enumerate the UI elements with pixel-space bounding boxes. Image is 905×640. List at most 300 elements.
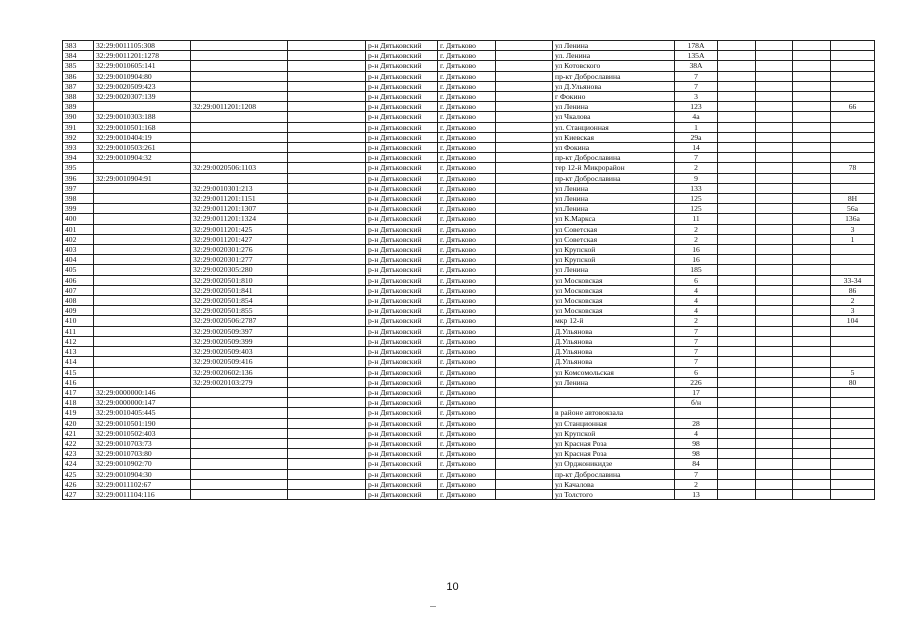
cell-structure [756, 122, 793, 132]
cell-cadastral-number-premises [191, 81, 288, 91]
cell-liter [793, 224, 831, 234]
cell-settlement [496, 102, 553, 112]
table-row [63, 102, 875, 112]
cell-flat-number: 78 [831, 163, 875, 173]
cell-structure [756, 102, 793, 112]
cell-street: ул Ленина [553, 194, 675, 204]
cell-cadastral-number-premises: 32:29:0020501:854 [191, 296, 288, 306]
cell-liter [793, 438, 831, 448]
table-row [63, 265, 875, 275]
cell-building [718, 112, 756, 122]
cell-cadastral-number-building [94, 255, 191, 265]
cell-settlement [496, 489, 553, 499]
cell-building [718, 296, 756, 306]
cell-object-type [288, 469, 366, 479]
cell-structure [756, 41, 793, 51]
cell-cadastral-number-premises [191, 428, 288, 438]
cell-row-number: 394 [63, 153, 94, 163]
cell-building [718, 489, 756, 499]
cell-street: ул Советская [553, 234, 675, 244]
cell-object-type [288, 398, 366, 408]
cell-object-type [288, 41, 366, 51]
cell-street: мкр 12-й [553, 316, 675, 326]
cell-settlement [496, 306, 553, 316]
cell-city: г. Дятьково [438, 112, 496, 122]
cell-row-number: 396 [63, 173, 94, 183]
cell-flat-number [831, 153, 875, 163]
cell-object-type [288, 122, 366, 132]
cell-cadastral-number-building [94, 357, 191, 367]
cell-object-type [288, 102, 366, 112]
cell-district: р-н Дятьковский [366, 438, 438, 448]
cell-cadastral-number-premises: 32:29:0010301:213 [191, 183, 288, 193]
cell-settlement [496, 347, 553, 357]
cell-flat-number [831, 132, 875, 142]
cell-house-number: 7 [675, 153, 718, 163]
cell-street: ул. Ленина [553, 51, 675, 61]
cell-building [718, 387, 756, 397]
cell-street: пр-кт Доброславина [553, 153, 675, 163]
cell-cadastral-number-premises [191, 469, 288, 479]
cell-flat-number [831, 265, 875, 275]
cell-structure [756, 489, 793, 499]
cell-structure [756, 61, 793, 71]
cell-liter [793, 316, 831, 326]
table-row [63, 275, 875, 285]
cell-street: ул Советская [553, 224, 675, 234]
cell-district: р-н Дятьковский [366, 173, 438, 183]
cell-cadastral-number-building: 32:29:0010904:32 [94, 153, 191, 163]
cell-cadastral-number-premises [191, 173, 288, 183]
cell-cadastral-number-premises: 32:29:0020103:279 [191, 377, 288, 387]
cell-flat-number [831, 41, 875, 51]
cell-object-type [288, 489, 366, 499]
cell-cadastral-number-premises: 32:29:0020509:403 [191, 347, 288, 357]
cell-structure [756, 326, 793, 336]
cell-house-number: 123 [675, 102, 718, 112]
cell-structure [756, 214, 793, 224]
cell-house-number: 4 [675, 428, 718, 438]
cell-cadastral-number-building [94, 306, 191, 316]
cell-flat-number [831, 459, 875, 469]
table-row [63, 61, 875, 71]
cell-flat-number [831, 112, 875, 122]
cell-building [718, 102, 756, 112]
table-row [63, 316, 875, 326]
cell-liter [793, 194, 831, 204]
cell-flat-number [831, 469, 875, 479]
cell-street: ул Крупской [553, 255, 675, 265]
cell-settlement [496, 408, 553, 418]
cell-building [718, 122, 756, 132]
cell-city: г. Дятьково [438, 489, 496, 499]
cell-cadastral-number-building: 32:29:0011201:1278 [94, 51, 191, 61]
cell-cadastral-number-building: 32:29:0010404:19 [94, 132, 191, 142]
cell-building [718, 398, 756, 408]
cell-row-number: 412 [63, 336, 94, 346]
cell-city: г. Дятьково [438, 214, 496, 224]
cell-settlement [496, 153, 553, 163]
cell-row-number: 397 [63, 183, 94, 193]
cell-object-type [288, 285, 366, 295]
cell-house-number: 2 [675, 316, 718, 326]
cell-flat-number: 8Н [831, 194, 875, 204]
cell-cadastral-number-building: 32:29:0010904:80 [94, 71, 191, 81]
cell-city: г. Дятьково [438, 183, 496, 193]
cell-building [718, 347, 756, 357]
table-row [63, 347, 875, 357]
cell-house-number: 7 [675, 357, 718, 367]
cell-building [718, 245, 756, 255]
cell-street: ул Толстого [553, 489, 675, 499]
cell-building [718, 153, 756, 163]
cell-liter [793, 449, 831, 459]
cell-city: г. Дятьково [438, 347, 496, 357]
cell-cadastral-number-premises [191, 479, 288, 489]
cell-cadastral-number-building [94, 367, 191, 377]
cell-building [718, 316, 756, 326]
cell-house-number: 7 [675, 326, 718, 336]
cell-structure [756, 81, 793, 91]
cell-cadastral-number-premises: 32:29:0020301:276 [191, 245, 288, 255]
cell-row-number: 410 [63, 316, 94, 326]
cell-settlement [496, 122, 553, 132]
cell-city: г. Дятьково [438, 357, 496, 367]
cell-flat-number: 5 [831, 367, 875, 377]
cell-structure [756, 367, 793, 377]
cell-liter [793, 418, 831, 428]
cell-flat-number [831, 357, 875, 367]
cell-city: г. Дятьково [438, 245, 496, 255]
cell-building [718, 255, 756, 265]
cell-house-number: б/н [675, 398, 718, 408]
cell-row-number: 416 [63, 377, 94, 387]
cell-house-number: 14 [675, 143, 718, 153]
cell-cadastral-number-premises [191, 61, 288, 71]
cell-house-number: 4 [675, 285, 718, 295]
table-row [63, 408, 875, 418]
cell-city: г. Дятьково [438, 336, 496, 346]
cell-building [718, 459, 756, 469]
cell-liter [793, 153, 831, 163]
cell-house-number: 178А [675, 41, 718, 51]
cell-cadastral-number-building [94, 377, 191, 387]
cell-city: г. Дятьково [438, 265, 496, 275]
cell-liter [793, 81, 831, 91]
cell-flat-number [831, 418, 875, 428]
cell-cadastral-number-building: 32:29:0010904:30 [94, 469, 191, 479]
cell-street: ул Комсомольская [553, 367, 675, 377]
cell-settlement [496, 449, 553, 459]
table-row [63, 357, 875, 367]
cell-object-type [288, 224, 366, 234]
cell-liter [793, 51, 831, 61]
table-row [63, 112, 875, 122]
cell-street: ул Ленина [553, 183, 675, 193]
cell-row-number: 415 [63, 367, 94, 377]
cell-row-number: 383 [63, 41, 94, 51]
cell-flat-number [831, 398, 875, 408]
cell-house-number: 2 [675, 234, 718, 244]
cell-flat-number: 86 [831, 285, 875, 295]
cell-liter [793, 326, 831, 336]
table-row [63, 234, 875, 244]
cell-building [718, 214, 756, 224]
cell-cadastral-number-building [94, 204, 191, 214]
cell-cadastral-number-premises [191, 459, 288, 469]
cell-row-number: 413 [63, 347, 94, 357]
cell-district: р-н Дятьковский [366, 112, 438, 122]
cell-structure [756, 428, 793, 438]
cell-object-type [288, 173, 366, 183]
table-row [63, 132, 875, 142]
table-row [63, 469, 875, 479]
cell-building [718, 234, 756, 244]
cell-object-type [288, 357, 366, 367]
cell-cadastral-number-premises: 32:29:0020509:397 [191, 326, 288, 336]
cell-cadastral-number-building: 32:29:0010904:91 [94, 173, 191, 183]
cell-district: р-н Дятьковский [366, 204, 438, 214]
cell-cadastral-number-premises: 32:29:0011201:1324 [191, 214, 288, 224]
cell-street: г Фокино [553, 92, 675, 102]
cell-cadastral-number-building: 32:29:0000000:147 [94, 398, 191, 408]
cell-liter [793, 112, 831, 122]
cell-city: г. Дятьково [438, 285, 496, 295]
cell-structure [756, 132, 793, 142]
cell-settlement [496, 367, 553, 377]
cell-cadastral-number-building [94, 224, 191, 234]
cell-settlement [496, 204, 553, 214]
cell-structure [756, 163, 793, 173]
cell-district: р-н Дятьковский [366, 275, 438, 285]
cell-cadastral-number-building: 32:29:0010902:70 [94, 459, 191, 469]
cell-cadastral-number-building: 32:29:0010503:261 [94, 143, 191, 153]
cell-house-number: 84 [675, 459, 718, 469]
cell-house-number: 185 [675, 265, 718, 275]
cell-cadastral-number-premises [191, 51, 288, 61]
table-row [63, 326, 875, 336]
cell-flat-number [831, 51, 875, 61]
cell-liter [793, 245, 831, 255]
cell-row-number: 395 [63, 163, 94, 173]
cell-cadastral-number-building: 32:29:0020307:139 [94, 92, 191, 102]
cell-structure [756, 296, 793, 306]
cell-street: ул. Станционная [553, 122, 675, 132]
cell-flat-number [831, 438, 875, 448]
cell-cadastral-number-premises: 32:29:0011201:1208 [191, 102, 288, 112]
cell-building [718, 183, 756, 193]
cell-object-type [288, 408, 366, 418]
cell-district: р-н Дятьковский [366, 51, 438, 61]
cell-city: г. Дятьково [438, 449, 496, 459]
cell-liter [793, 122, 831, 132]
cell-city: г. Дятьково [438, 132, 496, 142]
cell-liter [793, 479, 831, 489]
cell-structure [756, 347, 793, 357]
cell-structure [756, 479, 793, 489]
cell-cadastral-number-premises [191, 489, 288, 499]
cell-district: р-н Дятьковский [366, 387, 438, 397]
cell-flat-number: 3 [831, 306, 875, 316]
cell-flat-number: 33-34 [831, 275, 875, 285]
cell-row-number: 386 [63, 71, 94, 81]
cell-flat-number [831, 71, 875, 81]
table-row [63, 296, 875, 306]
cell-object-type [288, 387, 366, 397]
cell-house-number: 2 [675, 163, 718, 173]
cell-row-number: 391 [63, 122, 94, 132]
cell-district: р-н Дятьковский [366, 469, 438, 479]
cell-cadastral-number-premises: 32:29:0020501:810 [191, 275, 288, 285]
cell-building [718, 377, 756, 387]
cell-cadastral-number-premises: 32:29:0011201:427 [191, 234, 288, 244]
cell-settlement [496, 41, 553, 51]
cell-row-number: 424 [63, 459, 94, 469]
cell-cadastral-number-premises: 32:29:0020501:841 [191, 285, 288, 295]
cell-cadastral-number-building: 32:29:0010703:73 [94, 438, 191, 448]
cell-liter [793, 336, 831, 346]
cell-object-type [288, 234, 366, 244]
table-row [63, 51, 875, 61]
cell-city: г. Дятьково [438, 367, 496, 377]
cell-street: Д.Ульянова [553, 326, 675, 336]
cell-row-number: 422 [63, 438, 94, 448]
cell-object-type [288, 438, 366, 448]
cell-structure [756, 336, 793, 346]
cell-building [718, 449, 756, 459]
cell-house-number: 135А [675, 51, 718, 61]
cell-row-number: 392 [63, 132, 94, 142]
cell-liter [793, 102, 831, 112]
cell-house-number: 226 [675, 377, 718, 387]
cell-cadastral-number-premises: 32:29:0020602:136 [191, 367, 288, 377]
cell-district: р-н Дятьковский [366, 245, 438, 255]
cell-cadastral-number-premises: 32:29:0020305:280 [191, 265, 288, 275]
cell-row-number: 393 [63, 143, 94, 153]
cell-district: р-н Дятьковский [366, 489, 438, 499]
cell-street: ул Московская [553, 285, 675, 295]
cell-cadastral-number-premises [191, 387, 288, 397]
cell-liter [793, 489, 831, 499]
cell-cadastral-number-building [94, 265, 191, 275]
cell-liter [793, 71, 831, 81]
cell-street: тер 12-й Микрорайон [553, 163, 675, 173]
cell-liter [793, 408, 831, 418]
cell-object-type [288, 214, 366, 224]
cell-street: ул Московская [553, 296, 675, 306]
cell-district: р-н Дятьковский [366, 296, 438, 306]
cell-settlement [496, 336, 553, 346]
cell-liter [793, 265, 831, 275]
cell-liter [793, 398, 831, 408]
cell-row-number: 414 [63, 357, 94, 367]
cell-flat-number [831, 92, 875, 102]
cell-settlement [496, 377, 553, 387]
cell-street: ул Крупской [553, 428, 675, 438]
cell-row-number: 390 [63, 112, 94, 122]
cell-row-number: 418 [63, 398, 94, 408]
cell-city: г. Дятьково [438, 173, 496, 183]
cell-liter [793, 357, 831, 367]
cell-city: г. Дятьково [438, 71, 496, 81]
cell-structure [756, 224, 793, 234]
cell-street: ул Киевская [553, 132, 675, 142]
cell-row-number: 385 [63, 61, 94, 71]
cell-row-number: 425 [63, 469, 94, 479]
cell-flat-number [831, 449, 875, 459]
cell-cadastral-number-premises: 32:29:0020501:855 [191, 306, 288, 316]
cell-building [718, 479, 756, 489]
cell-object-type [288, 204, 366, 214]
cell-house-number: 4а [675, 112, 718, 122]
cell-district: р-н Дятьковский [366, 449, 438, 459]
cell-cadastral-number-premises: 32:29:0011201:1151 [191, 194, 288, 204]
cell-structure [756, 275, 793, 285]
cell-liter [793, 367, 831, 377]
cell-structure [756, 255, 793, 265]
cell-structure [756, 71, 793, 81]
cell-house-number: 1 [675, 122, 718, 132]
property-register-table [62, 40, 875, 500]
cell-building [718, 61, 756, 71]
cell-building [718, 357, 756, 367]
cell-object-type [288, 92, 366, 102]
cell-cadastral-number-building: 32:29:0000000:146 [94, 387, 191, 397]
cell-object-type [288, 71, 366, 81]
cell-liter [793, 41, 831, 51]
cell-city: г. Дятьково [438, 61, 496, 71]
cell-district: р-н Дятьковский [366, 367, 438, 377]
table-row [63, 183, 875, 193]
cell-cadastral-number-building [94, 296, 191, 306]
cell-district: р-н Дятьковский [366, 357, 438, 367]
cell-city: г. Дятьково [438, 275, 496, 285]
cell-district: р-н Дятьковский [366, 265, 438, 275]
cell-street: ул Красная Роза [553, 449, 675, 459]
cell-object-type [288, 326, 366, 336]
cell-building [718, 132, 756, 142]
cell-liter [793, 459, 831, 469]
cell-house-number: 17 [675, 387, 718, 397]
cell-city: г. Дятьково [438, 408, 496, 418]
cell-cadastral-number-premises [191, 112, 288, 122]
table-row [63, 163, 875, 173]
cell-city: г. Дятьково [438, 326, 496, 336]
cell-settlement [496, 438, 553, 448]
table-row [63, 449, 875, 459]
cell-structure [756, 459, 793, 469]
cell-liter [793, 275, 831, 285]
cell-settlement [496, 255, 553, 265]
cell-liter [793, 173, 831, 183]
cell-building [718, 367, 756, 377]
cell-settlement [496, 285, 553, 295]
cell-city: г. Дятьково [438, 479, 496, 489]
cell-street [553, 387, 675, 397]
cell-flat-number [831, 245, 875, 255]
cell-cadastral-number-premises: 32:29:0011201:1307 [191, 204, 288, 214]
cell-flat-number [831, 408, 875, 418]
cell-structure [756, 92, 793, 102]
table-row [63, 214, 875, 224]
cell-street: Д.Ульянова [553, 347, 675, 357]
cell-object-type [288, 245, 366, 255]
cell-structure [756, 387, 793, 397]
table-row [63, 81, 875, 91]
cell-liter [793, 255, 831, 265]
cell-object-type [288, 194, 366, 204]
table-row [63, 204, 875, 214]
